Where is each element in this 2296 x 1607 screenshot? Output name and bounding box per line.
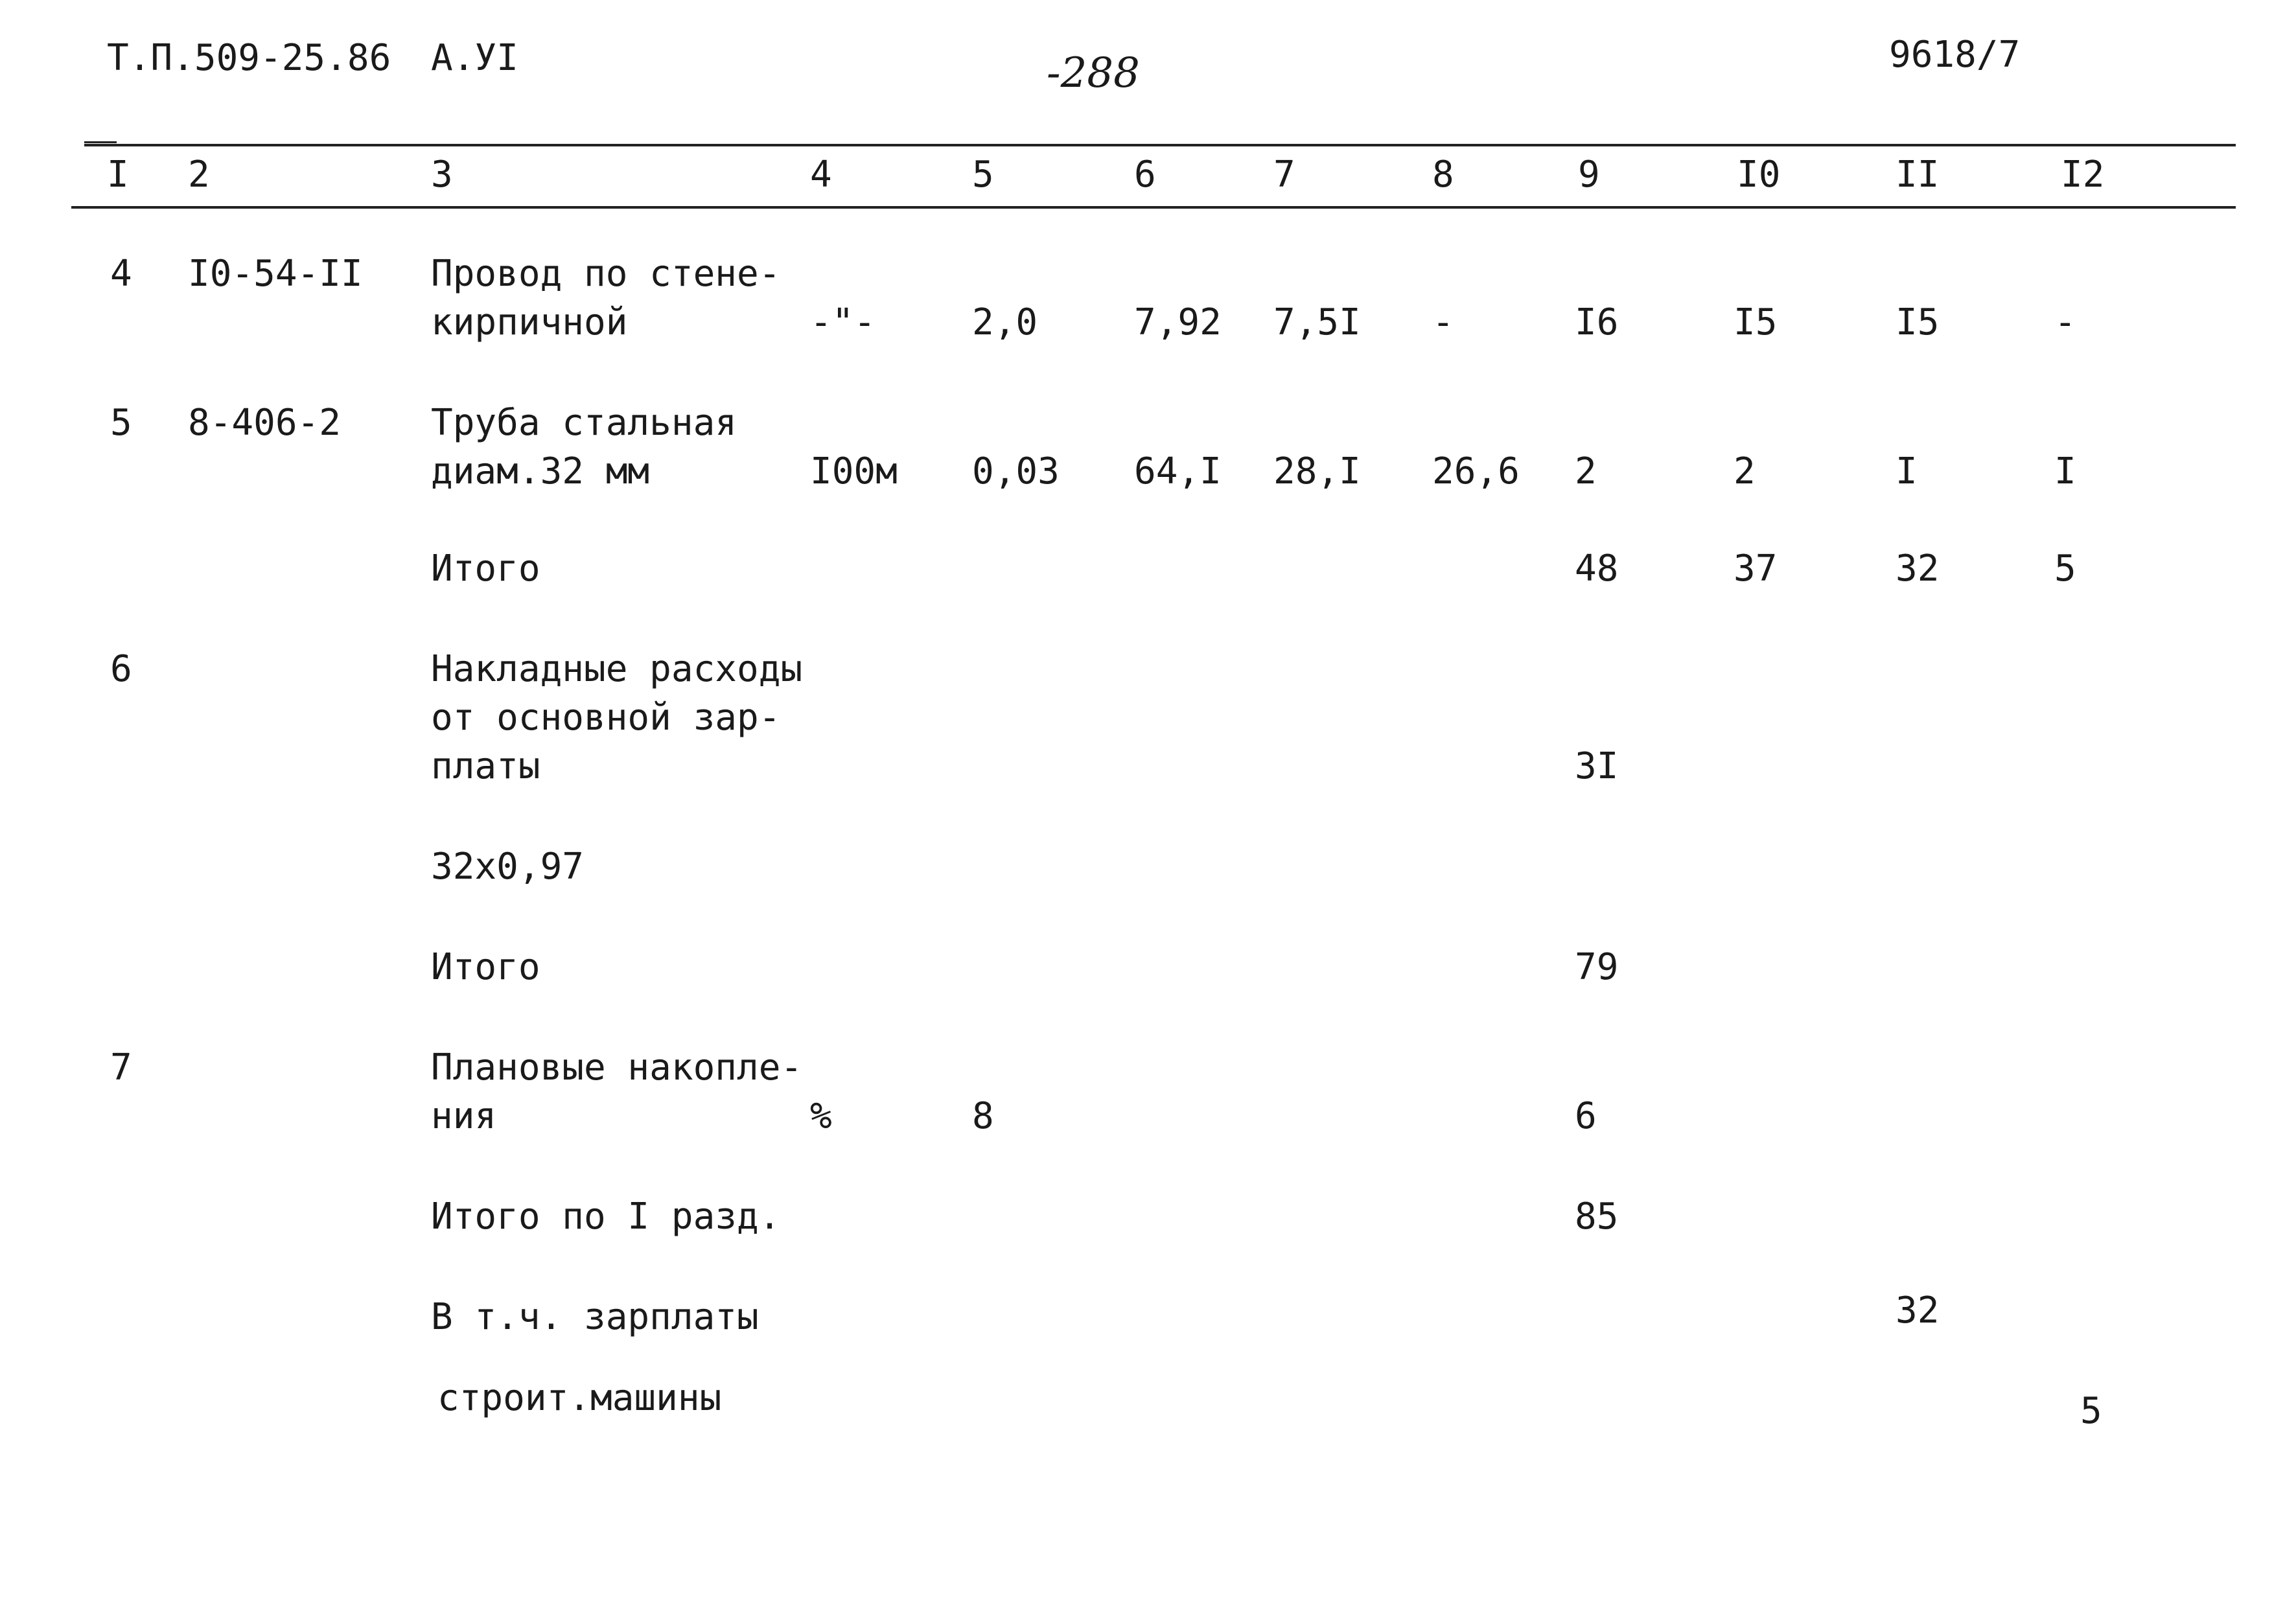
table-top-rule-tick: [84, 141, 117, 143]
cell-col9: 48: [1575, 548, 1619, 590]
cell-col11: I: [1896, 450, 1918, 492]
table-top-rule: [84, 144, 2236, 146]
cell-col12: I: [2054, 450, 2076, 492]
cell-col6: 64,I: [1134, 450, 1222, 492]
document-code: Т.П.509-25.86: [107, 37, 391, 79]
unit: I00м: [810, 450, 898, 492]
sheet-number: 9618/7: [1889, 34, 2021, 76]
quantity: 8: [972, 1095, 994, 1137]
item-name-line: Плановые накопле-: [431, 1046, 803, 1089]
cell-col9: 85: [1575, 1196, 1619, 1238]
column-number: 5: [972, 154, 994, 196]
column-number: 9: [1578, 154, 1600, 196]
rate-code: 8-406-2: [188, 402, 342, 444]
item-name-line: Итого: [431, 548, 540, 590]
album-number: А.УI: [431, 37, 518, 79]
item-name-line: Труба стальная: [431, 402, 737, 444]
row-number: 6: [110, 648, 132, 690]
item-name-line: от основной зар-: [431, 697, 781, 739]
column-number: 7: [1273, 154, 1295, 196]
cell-col9: 6: [1575, 1095, 1597, 1137]
cell-col6: 7,92: [1134, 301, 1222, 343]
cell-col10: I5: [1734, 301, 1778, 343]
cell-col12: 5: [2054, 548, 2076, 590]
item-name-line: В т.ч. зарплаты: [431, 1296, 759, 1338]
item-name-line: Накладные расходы: [431, 648, 803, 690]
quantity: 2,0: [972, 301, 1038, 343]
cell-col9: I6: [1575, 301, 1619, 343]
cell-col8: 26,6: [1432, 450, 1520, 492]
item-name-line: платы: [431, 745, 540, 787]
row-number: 7: [110, 1046, 132, 1089]
column-number: I: [107, 154, 129, 196]
cell-col12: -: [2054, 301, 2076, 343]
item-name-line: Итого: [431, 946, 540, 988]
cell-col9: 2: [1575, 450, 1597, 492]
row-number: 5: [110, 402, 132, 444]
column-number: I2: [2061, 154, 2105, 196]
column-number: 4: [810, 154, 832, 196]
cell-col9: 3I: [1575, 745, 1619, 787]
item-name-line: Итого по I разд.: [431, 1196, 781, 1238]
cell-col11: 32: [1896, 1289, 1940, 1332]
cell-col10: 37: [1734, 548, 1778, 590]
column-number: 2: [188, 154, 210, 196]
quantity: 0,03: [972, 450, 1060, 492]
item-name-line: строит.машины: [437, 1377, 722, 1419]
column-number: 6: [1134, 154, 1156, 196]
column-number: 8: [1432, 154, 1454, 196]
column-number: II: [1896, 154, 1940, 196]
cell-col7: 7,5I: [1273, 301, 1361, 343]
cell-col10: 2: [1734, 450, 1756, 492]
table-header-rule: [71, 206, 2236, 209]
cell-col9: 79: [1575, 946, 1619, 988]
page-number: -288: [1047, 49, 1140, 97]
item-name-line: Провод по стене-: [431, 253, 781, 295]
item-name-line: диам.32 мм: [431, 450, 650, 492]
cell-col11: 32: [1896, 548, 1940, 590]
cell-col12: 5: [2080, 1390, 2102, 1432]
row-number: 4: [110, 253, 132, 295]
item-name-line: 32x0,97: [431, 846, 585, 888]
column-number: I0: [1737, 154, 1781, 196]
unit: %: [810, 1095, 832, 1137]
cell-col7: 28,I: [1273, 450, 1361, 492]
cell-col11: I5: [1896, 301, 1940, 343]
item-name-line: ния: [431, 1095, 497, 1137]
rate-code: I0-54-II: [188, 253, 363, 295]
unit: -"-: [810, 301, 876, 343]
column-number: 3: [431, 154, 453, 196]
item-name-line: кирпичной: [431, 301, 628, 343]
cell-col8: -: [1432, 301, 1454, 343]
